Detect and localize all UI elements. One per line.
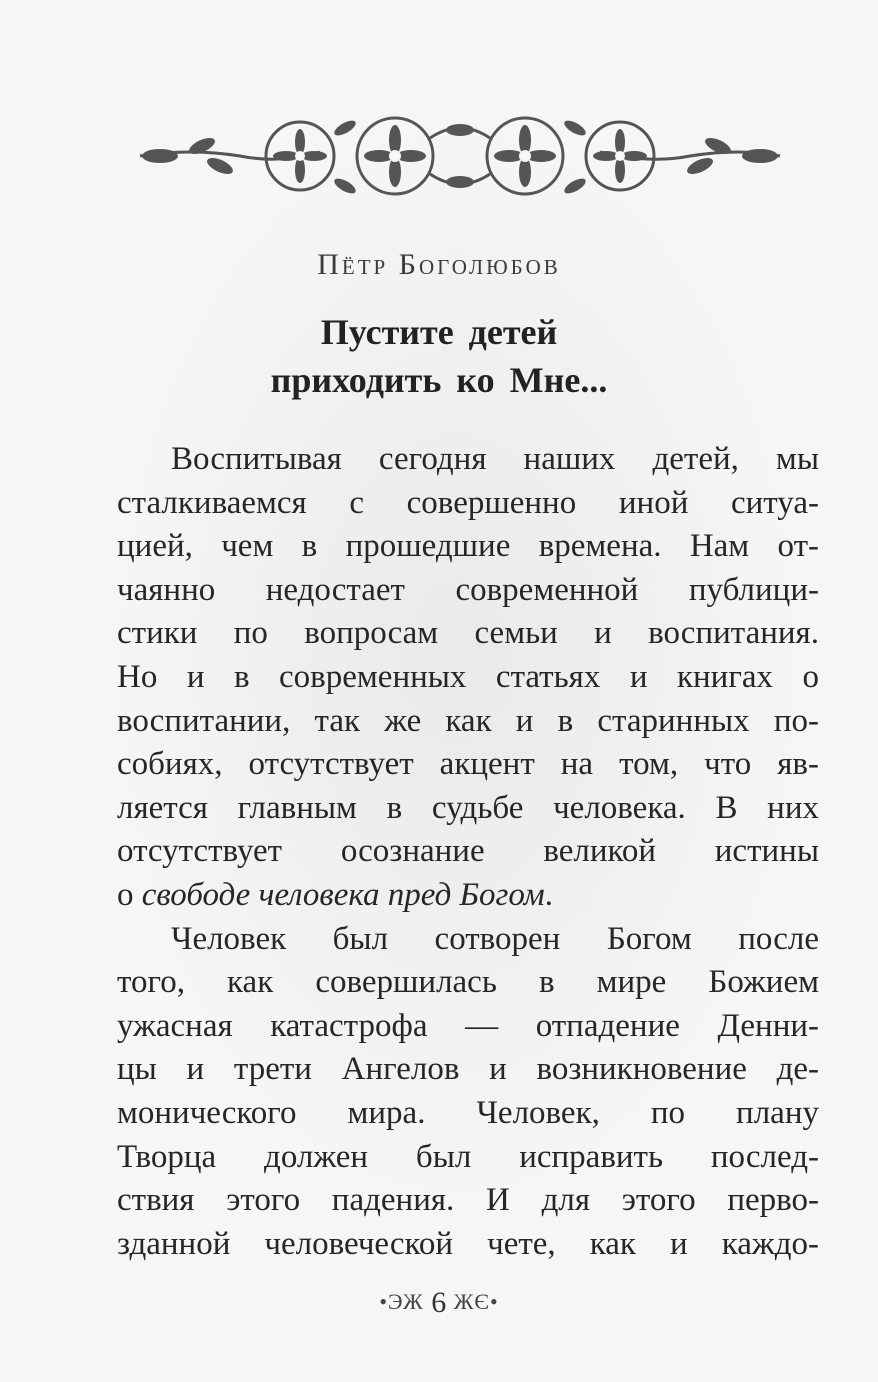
chapter-title-line-2: приходить ко Мне... bbox=[270, 360, 608, 400]
text-line: Но и в современных статьях и книгах о bbox=[117, 658, 819, 695]
text-suffix: . bbox=[544, 876, 553, 913]
text-line: сталкиваемся с совершенно иной ситуа- bbox=[117, 484, 819, 521]
text-line: цы и трети Ангелов и возникновение де- bbox=[117, 1051, 819, 1088]
chapter-title bbox=[0, 308, 878, 404]
chapter-title-line-1: Пустите детей bbox=[320, 312, 558, 352]
author-name: Пётр Боголюбов bbox=[317, 248, 561, 281]
text-line-last bbox=[117, 874, 819, 918]
page-number-value: 6 bbox=[431, 1286, 447, 1319]
text-line: зданной человеческой чете, как и каждо- bbox=[117, 1225, 819, 1262]
body-text bbox=[117, 438, 819, 1266]
floral-ornament-icon bbox=[130, 108, 790, 204]
text-line: того, как совершилась в мире Божием bbox=[117, 964, 819, 1001]
text-line: отсутствует осознание великой истины bbox=[117, 833, 819, 870]
text-line: монического мира. Человек, по плану bbox=[117, 1094, 819, 1131]
text-line: ствия этого падения. И для этого перво- bbox=[117, 1182, 819, 1219]
text-line: ужасная катастрофа — отпадение Денни- bbox=[117, 1007, 819, 1044]
text-line: ляется главным в судьбе человека. В них bbox=[117, 789, 819, 826]
text-line: чаянно недостает современной публици- bbox=[117, 571, 819, 608]
text-line: Человек был сотворен Богом после bbox=[171, 920, 819, 957]
page-deco-left-icon: •ЭЖ bbox=[379, 1289, 424, 1314]
page-deco-right-icon: ЖЄ• bbox=[453, 1289, 499, 1314]
text-line: собиях, отсутствует акцент на том, что яв- bbox=[117, 746, 819, 783]
text-line: стики по вопросам семьи и воспитания. bbox=[117, 615, 819, 652]
text-line: воспитании, так же как и в старинных по- bbox=[117, 702, 819, 739]
text-prefix: о bbox=[117, 876, 142, 913]
text-line: цией, чем в прошедшие времена. Нам от- bbox=[117, 528, 819, 565]
emphasized-text: свободе человека пред Богом bbox=[141, 876, 545, 913]
page-number bbox=[0, 1286, 878, 1320]
text-line: Творца должен был исправить послед- bbox=[117, 1138, 819, 1175]
text-line: Воспитывая сегодня наших детей, мы bbox=[171, 441, 819, 477]
